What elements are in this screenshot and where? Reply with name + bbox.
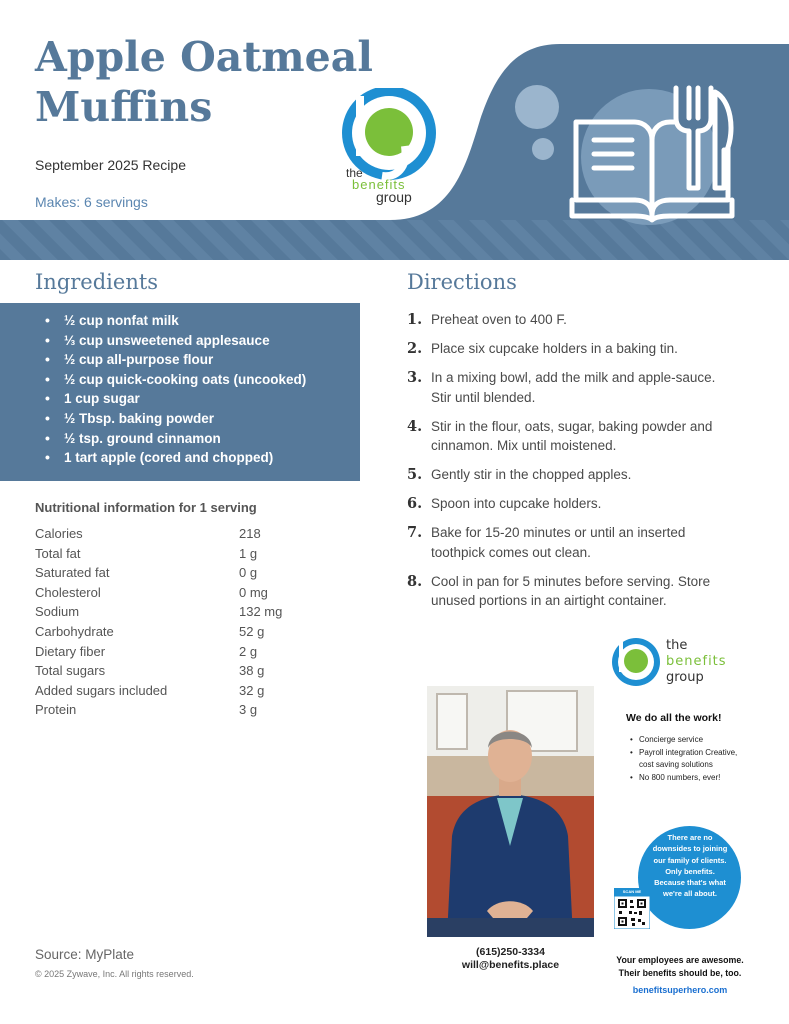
step-number: 3. xyxy=(407,369,423,386)
nutrient-value: 1 g xyxy=(239,545,258,561)
nutrient-value: 0 g xyxy=(239,565,258,581)
nutrient-value: 38 g xyxy=(239,663,265,679)
nutrient-value: 0 mg xyxy=(239,584,268,600)
recipe-subtitle: September 2025 Recipe xyxy=(35,157,186,173)
nutrient-label: Total fat xyxy=(35,545,81,561)
nutrient-value: 132 mg xyxy=(239,604,283,620)
title-line-2: Muffins xyxy=(35,83,213,131)
nutrient-label: Calories xyxy=(35,526,83,541)
title-line-1: Apple Oatmeal xyxy=(35,33,373,81)
table-row xyxy=(35,524,282,544)
direction-step xyxy=(407,417,737,456)
direction-step xyxy=(407,368,737,407)
logo-benefits-text: benefits xyxy=(352,177,406,192)
step-number: 7. xyxy=(407,524,423,541)
ad-logo-mark-icon xyxy=(610,636,662,688)
step-number: 2. xyxy=(407,340,423,357)
ad-logo-the: the xyxy=(666,638,688,653)
ad-feature-item: • No 800 numbers, ever! xyxy=(630,772,740,785)
ad-feature-item: • Concierge service xyxy=(630,734,740,747)
source-text: Source: MyPlate xyxy=(35,947,135,962)
servings-text: Makes: 6 servings xyxy=(35,194,148,210)
ad-callout-text: There are no downsides to joining our family of clients. Only benefits. Because that's what we're all about. xyxy=(652,833,728,899)
ingredient-item: • ½ cup all-purpose flour xyxy=(64,350,360,370)
nutrient-label: Dietary fiber xyxy=(35,643,106,659)
ad-headline: We do all the work! xyxy=(626,712,722,724)
copyright-text: © 2025 Zywave, Inc. All rights reserved. xyxy=(35,969,194,979)
ingredient-item: • 1 cup sugar xyxy=(64,389,360,409)
nutrient-value: 32 g xyxy=(239,682,265,698)
advisor-photo xyxy=(427,686,594,937)
nutrient-value: 218 xyxy=(239,526,261,541)
step-text: Bake for 15-20 minutes or until an inserted toothpick comes out clean. xyxy=(431,525,686,560)
ad-logo xyxy=(610,636,760,691)
nutrition-table xyxy=(35,524,282,720)
nutrient-value: 2 g xyxy=(239,643,258,659)
direction-step xyxy=(407,572,737,611)
directions-list xyxy=(407,310,737,620)
table-row xyxy=(35,642,282,662)
ad-logo-benefits: benefits xyxy=(666,654,727,669)
step-text: Place six cupcake holders in a baking tin. xyxy=(431,341,678,356)
step-number: 8. xyxy=(407,572,423,590)
step-text: Cool in pan for 5 minutes before serving. Store unused portions in an airtight container. xyxy=(431,573,711,608)
step-text: In a mixing bowl, add the milk and apple-sauce. Stir until blended. xyxy=(431,370,716,405)
person-photo-icon xyxy=(427,686,594,937)
step-text: Preheat oven to 400 F. xyxy=(431,312,567,327)
ingredient-item: • ½ Tbsp. baking powder xyxy=(64,409,360,429)
direction-step xyxy=(407,465,737,485)
ad-feature-item: • Payroll integration Creative, cost saving solutions xyxy=(630,747,740,772)
qr-code-icon xyxy=(614,896,650,929)
direction-step xyxy=(407,523,737,562)
nutrient-value: 52 g xyxy=(239,623,265,639)
ingredient-item: • ½ cup quick-cooking oats (uncooked) xyxy=(64,370,360,390)
qr-code[interactable] xyxy=(614,888,650,929)
tagline-line-2: Their benefits should be, too. xyxy=(618,968,742,978)
ingredient-item: • ½ tsp. ground cinnamon xyxy=(64,429,360,449)
tagline-line-1: Your employees are awesome. xyxy=(616,955,744,965)
ad-logo-group: group xyxy=(666,670,704,685)
step-text: Gently stir in the chopped apples. xyxy=(431,467,632,482)
directions-heading: Directions xyxy=(407,270,517,294)
nutrient-label: Cholesterol xyxy=(35,584,101,600)
nutrition-title: Nutritional information for 1 serving xyxy=(35,500,257,515)
recipe-title xyxy=(35,32,373,132)
table-row xyxy=(35,681,282,701)
step-number: 1. xyxy=(407,311,423,328)
table-row xyxy=(35,700,282,720)
contact-info xyxy=(427,946,594,972)
table-row xyxy=(35,583,282,603)
direction-step xyxy=(407,494,737,514)
ingredients-heading: Ingredients xyxy=(35,270,159,294)
table-row xyxy=(35,661,282,681)
step-number: 4. xyxy=(407,417,423,435)
phone-number[interactable]: (615)250-3334 xyxy=(476,946,545,958)
nutrient-label: Protein xyxy=(35,702,77,718)
nutrient-label: Total sugars xyxy=(35,663,106,679)
table-row xyxy=(35,544,282,564)
logo-group-text: group xyxy=(376,189,412,205)
logo-the-text: the xyxy=(346,166,363,180)
nutrient-label: Saturated fat xyxy=(35,565,110,581)
step-text: Stir in the flour, oats, sugar, baking powder and cinnamon. Mix until moistened. xyxy=(431,418,713,453)
table-row xyxy=(35,602,282,622)
ad-tagline xyxy=(600,954,760,980)
ingredient-item: • 1 tart apple (cored and chopped) xyxy=(64,448,360,468)
nutrient-label: Carbohydrate xyxy=(35,623,114,639)
table-row xyxy=(35,622,282,642)
step-text: Spoon into cupcake holders. xyxy=(431,496,602,511)
nutrient-label: Sodium xyxy=(35,604,80,620)
direction-step xyxy=(407,339,737,359)
table-row xyxy=(35,563,282,583)
nutrient-value: 3 g xyxy=(239,702,258,718)
ingredient-item: • ½ cup nonfat milk xyxy=(64,311,360,331)
ingredients-panel xyxy=(0,303,360,481)
step-number: 5. xyxy=(407,466,423,483)
scan-me-label: SCAN ME xyxy=(614,888,650,896)
ad-feature-list xyxy=(630,734,740,784)
ingredients-list xyxy=(0,303,360,468)
ingredient-item: • ⅓ cup unsweetened applesauce xyxy=(64,331,360,351)
website-link[interactable]: benefitsuperhero.com xyxy=(632,985,728,995)
bubble-decoration xyxy=(515,85,559,129)
email-address[interactable]: will@benefits.place xyxy=(461,959,560,971)
direction-step xyxy=(407,310,737,330)
nutrient-label: Added sugars included xyxy=(35,682,168,698)
step-number: 6. xyxy=(407,495,423,512)
